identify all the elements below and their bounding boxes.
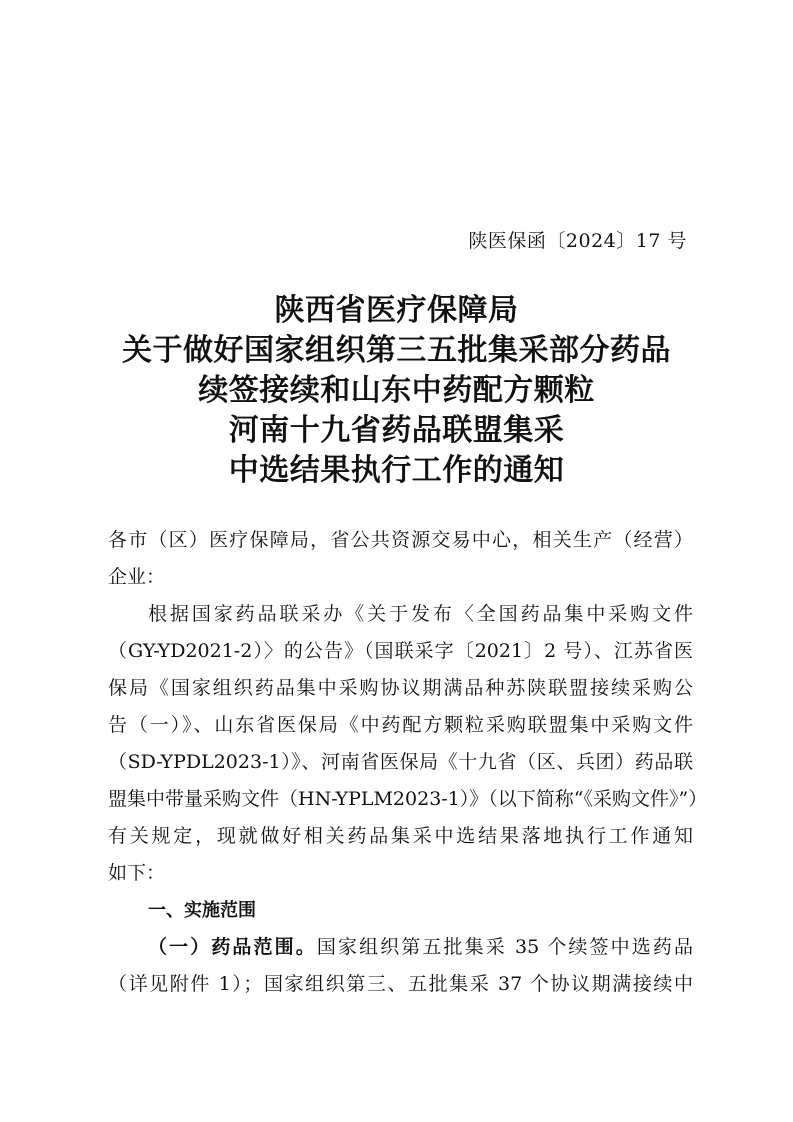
paragraph-line: 告（一）》、山东省医保局《中药配方颗粒采购联盟集中采购文件 — [108, 714, 693, 736]
paragraph-line: 保局《国家组织药品集中采购协议期满品种苏陕联盟接续采购公 — [108, 677, 693, 699]
title-line: 陕西省医疗保障局 — [274, 293, 519, 328]
title-line: 续签接续和山东中药配方颗粒 — [198, 373, 595, 408]
document-number: 陕医保函〔2024〕17 号 — [468, 230, 687, 252]
paragraph-line: 根据国家药品联采办《关于发布〈全国药品集中采购文件 — [148, 603, 693, 625]
document-body — [108, 522, 708, 1003]
addressee-line: 各市（区）医疗保障局，省公共资源交易中心，相关生产（经营） — [108, 529, 693, 551]
paragraph-line: 有关规定，现就做好相关药品集采中选结果落地执行工作通知 — [108, 825, 693, 847]
paragraph-line: 如下： — [108, 862, 166, 884]
title-line: 关于做好国家组织第三五批集采部分药品 — [122, 333, 671, 368]
title-line: 河南十九省药品联盟集采 — [228, 413, 565, 448]
subsection-line — [108, 929, 693, 966]
paragraph-line: （GY-YD2021-2）〉的公告》（国联采字〔2021〕2 号）、江苏省医 — [108, 640, 693, 662]
title-line: 中选结果执行工作的通知 — [228, 453, 565, 488]
paragraph-line: 盟集中带量采购文件（HN-YPLM2023-1）》（以下简称“《采购文件》”） — [108, 788, 708, 810]
subsection-lead: （一）药品范围。 — [148, 936, 317, 958]
section-heading: 一、实施范围 — [148, 900, 256, 921]
document-title — [0, 291, 793, 491]
subsection-line: （详见附件 1）；国家组织第三、五批集采 37 个协议期满接续中 — [108, 973, 693, 995]
subsection-text: 国家组织第五批集采 35 个续签中选药品 — [316, 936, 693, 958]
paragraph-line: （SD-YPDL2023-1）》、河南省医保局《十九省（区、兵团）药品联 — [108, 751, 693, 773]
addressee-line: 企业： — [108, 566, 166, 588]
